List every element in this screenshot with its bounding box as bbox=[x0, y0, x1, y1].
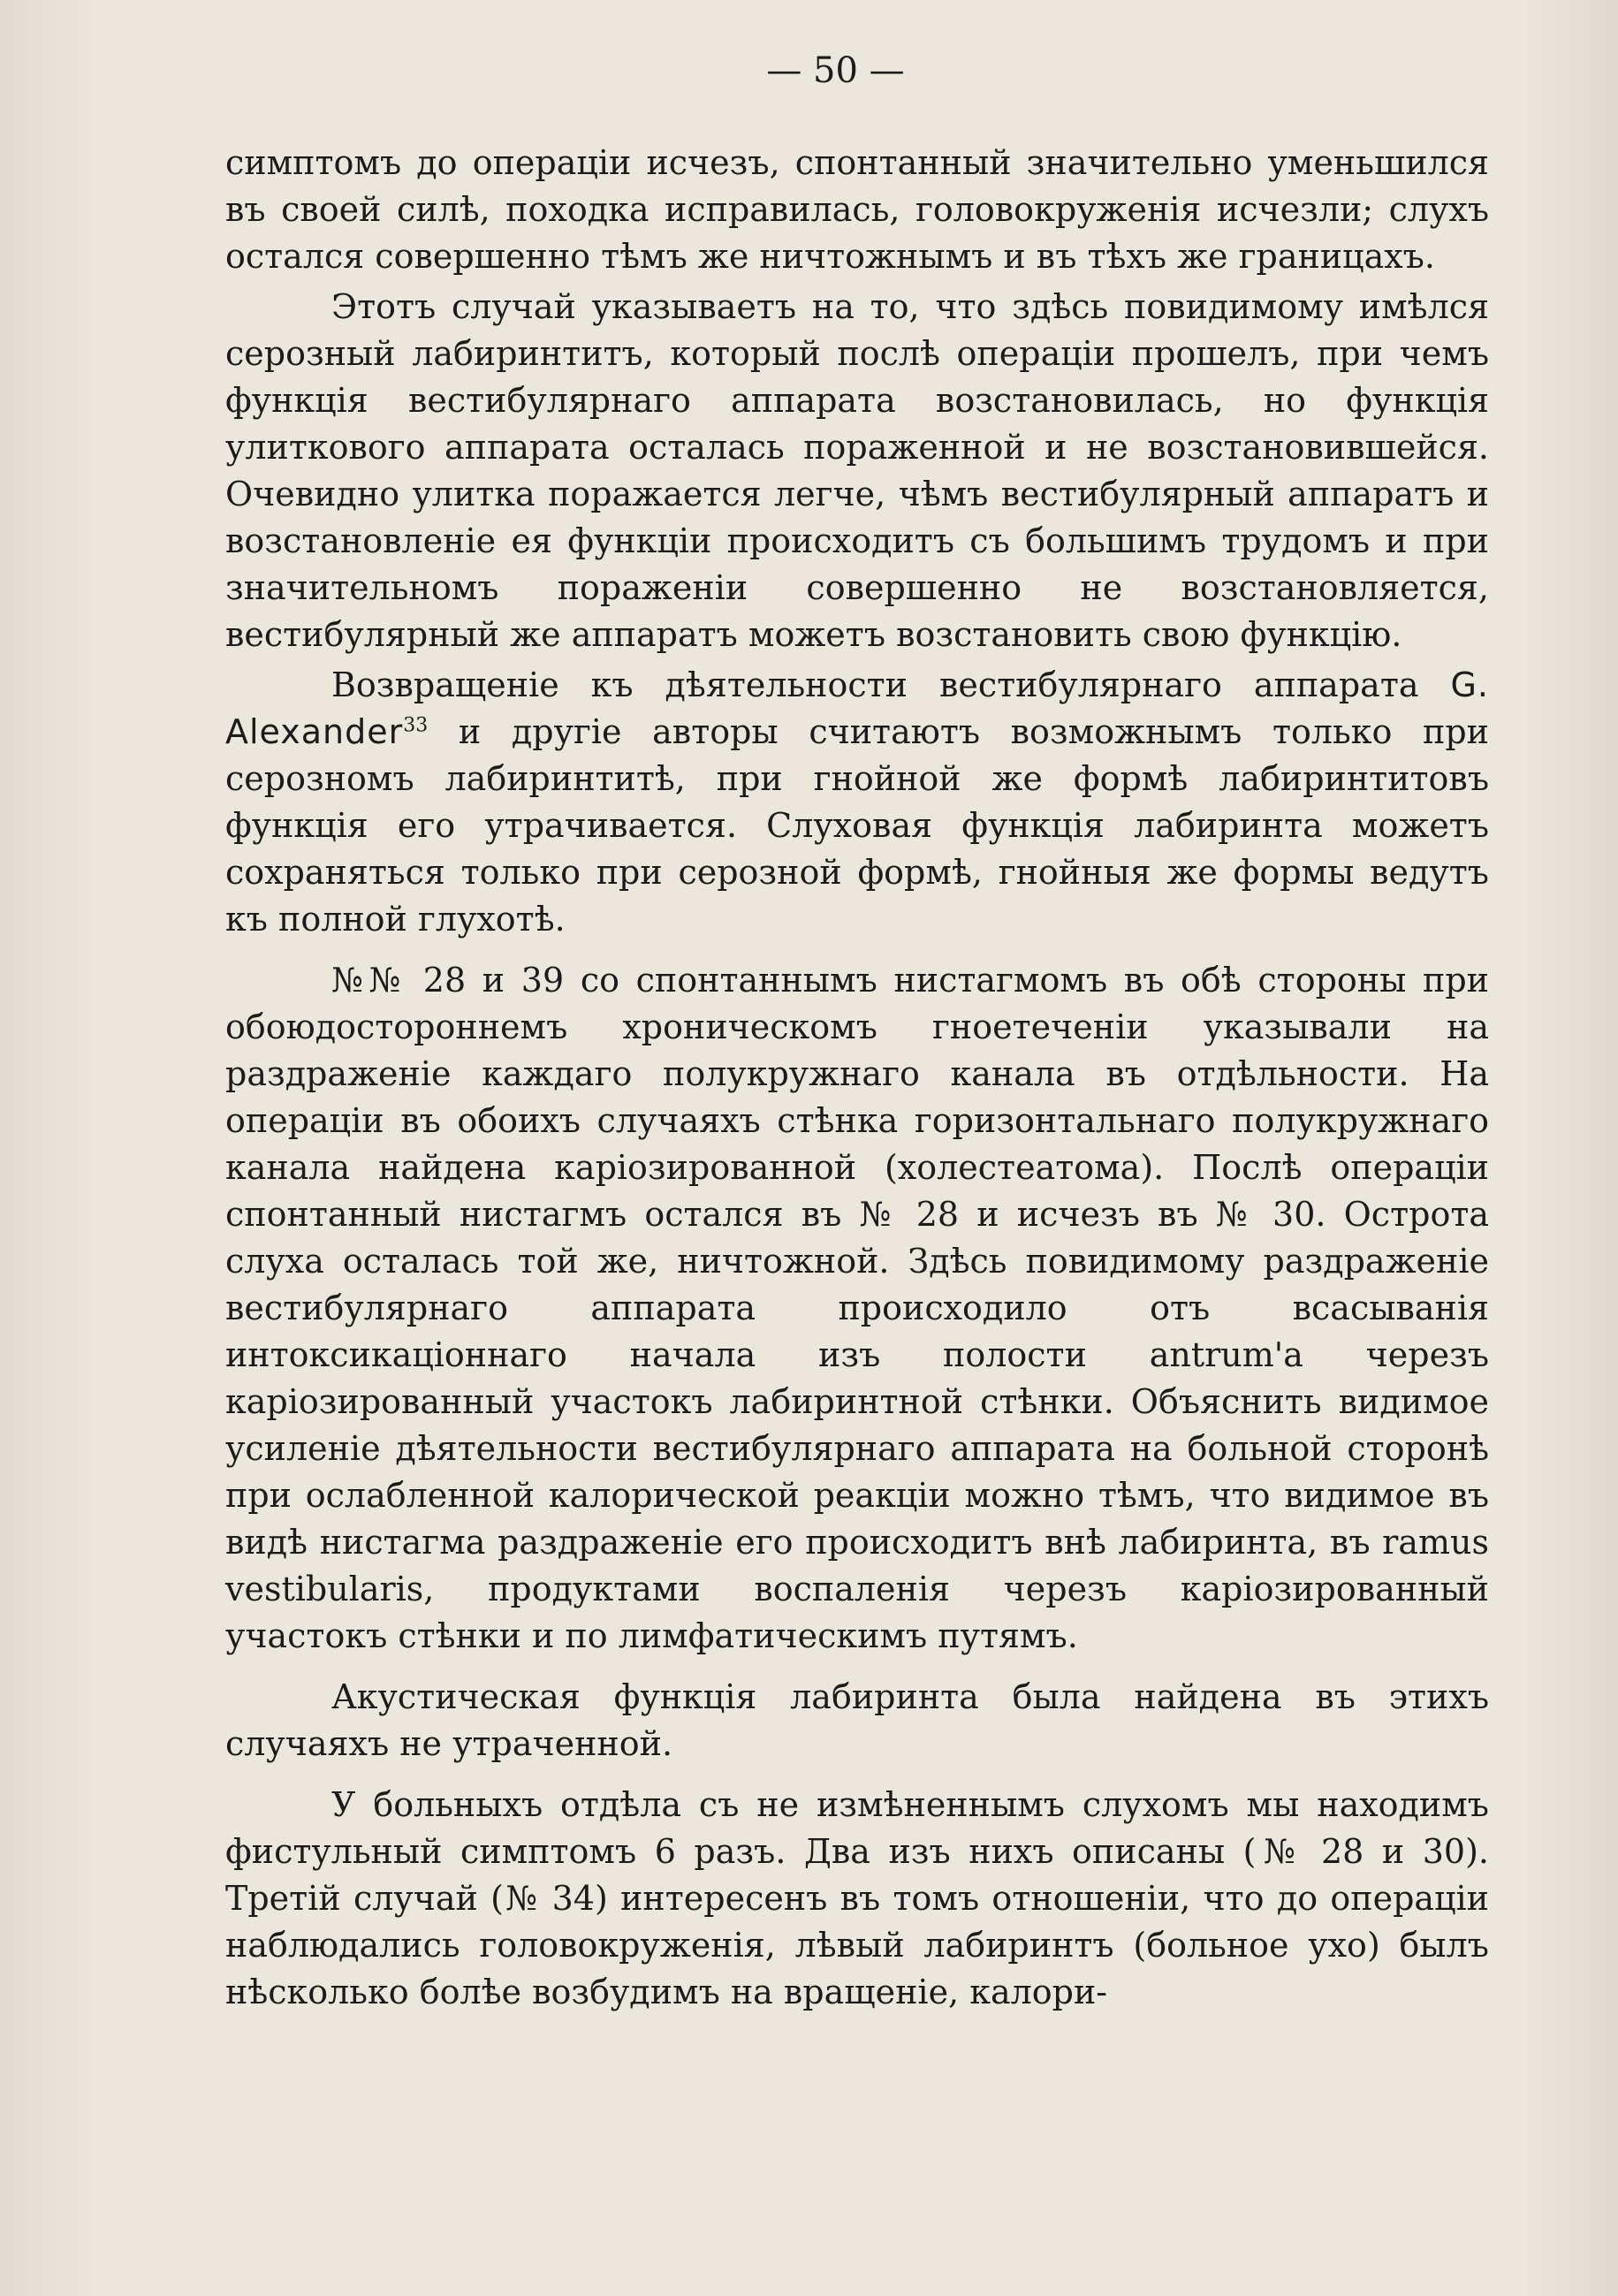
body-text bbox=[225, 140, 1489, 2019]
paragraph-6: У больныхъ отдѣла съ не измѣненнымъ слухомъ мы находимъ фистульный симптомъ 6 разъ. Два изъ нихъ описаны (№ 28 и 30). Третій случай (№ 34) интересенъ въ томъ отношеніи, что до операціи наблюдались головокруженія, лѣвый лабиринтъ (больное ухо) былъ нѣсколько болѣе возбудимъ на вращеніе, калори- bbox=[225, 1785, 1489, 2011]
author-name: G. Alexander bbox=[225, 665, 1489, 751]
paragraph-5: Акустическая функція лабиринта была найдена въ этихъ случаяхъ не утраченной. bbox=[225, 1677, 1489, 1763]
paragraph-3 bbox=[225, 662, 1489, 943]
paragraph-3-before: Возвращеніе къ дѣятельности вестибулярнаго аппарата bbox=[331, 665, 1451, 704]
footnote-ref: 33 bbox=[403, 714, 429, 737]
paragraph-4: №№ 28 и 39 со спонтаннымъ нистагмомъ въ обѣ стороны при обоюдостороннемъ хроническомъ гноетеченіи указывали на раздраженіе каждаго полукружнаго канала въ отдѣльности. На операціи въ обоихъ случаяхъ стѣнка горизонтальнаго полукружнаго канала найдена каріозированной (холестеатома). Послѣ операціи спонтанный нистагмъ остался въ № 28 и исчезъ въ № 30. Острота слуха осталась той же, ничтожной. Здѣсь повидимому раздраженіе вестибулярнаго аппарата происходило отъ всасыванія интоксикаціоннаго начала изъ полости antrum'а черезъ каріозированный участокъ лабиринтной стѣнки. Объяснить видимое усиленіе дѣятельности вестибулярнаго аппарата на больной сторонѣ при ослабленной калорической реакціи можно тѣмъ, что видимое въ видѣ нистагма раздраженіе его происходитъ внѣ лабиринта, въ ramus vestibularis, продуктами воспаленія черезъ каріозированный участокъ стѣнки и по лимфатическимъ путямъ. bbox=[225, 961, 1489, 1655]
paragraph-1: симптомъ до операціи исчезъ, спонтанный значительно уменьшился въ своей силѣ, походка исправилась, головокруженія исчезли; слухъ остался совершенно тѣмъ же ничтожнымъ и въ тѣхъ же границахъ. bbox=[225, 143, 1489, 276]
paragraph-2: Этотъ случай указываетъ на то, что здѣсь повидимому имѣлся серозный лабиринтитъ, который послѣ операціи прошелъ, при чемъ функція вестибулярнаго аппарата возстановилась, но функція улиткового аппарата осталась пораженной и не возстановившейся. Очевидно улитка поражается легче, чѣмъ вестибулярный аппаратъ и возстановленіе ея функціи происходитъ съ большимъ трудомъ и при значительномъ пораженіи совершенно не возстановляется, вестибулярный же аппаратъ можетъ возстановить свою функцію. bbox=[225, 287, 1489, 654]
page-number: — 50 — bbox=[766, 50, 905, 91]
paragraph-3-after: и другіе авторы считаютъ возможнымъ только при серозномъ лабиринтитѣ, при гнойной же формѣ лабиринтитовъ функція его утрачивается. Слуховая функція лабиринта можетъ сохраняться только при серозной формѣ, гнойныя же формы ведутъ къ полной глухотѣ. bbox=[225, 712, 1489, 939]
